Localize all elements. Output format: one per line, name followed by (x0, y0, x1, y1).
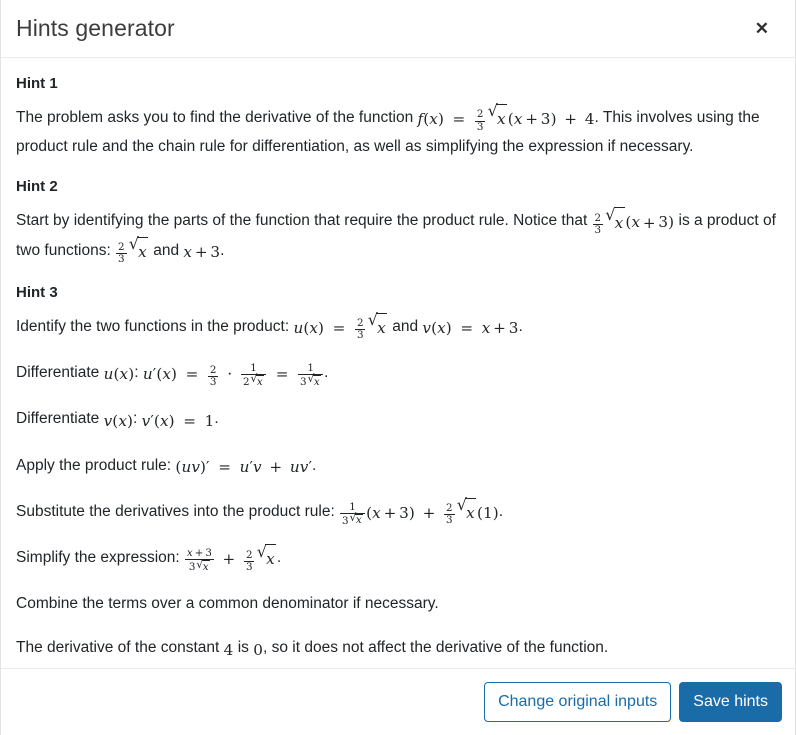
math-expression-two_thirds_sqrt_x: $\frac{2}{3}$ √ x (117, 233, 147, 266)
hint-paragraph: Combine the terms over a common denominator if necessary. (16, 595, 439, 613)
hints-list (1, 58, 795, 668)
math-expression-substituted: 1 3 √ x (x + 3) + $\frac{2}{3}$ √ x (1) (342, 495, 499, 527)
hint-paragraph: Substitute the derivatives into the product rule: 1 3 √ x (x + 3) + $\frac{2}{3}$ √ x (1). (16, 495, 504, 527)
math-expression-v_of_x: v(x) (103, 411, 134, 430)
math-expression-fx_def: f(x) = $\frac{2}{3}$ √ x (x + 3) + 4 (417, 101, 595, 133)
math-expression-v_prime: v′(x) = 1 (141, 411, 215, 430)
math-expression-u_def: u(x) = $\frac{2}{3}$ √ x (293, 310, 386, 342)
hint-paragraph: The problem asks you to find the derivative of the function f(x) = $\frac{2}{3}$ √ x (x + 3) + 4. This involves using the product rule and the chain rule for differentiation, as well as simplifying the expression if necessary. (16, 101, 760, 156)
hint-paragraph: Differentiate v(x): v′(x) = 1. (16, 405, 780, 434)
close-icon[interactable]: ✕ (749, 18, 775, 39)
math-expression-product_rule: (uv)′ = u′v + uv′ (175, 457, 313, 476)
page-title: Hints generator (16, 14, 175, 41)
dialog-header (1, 0, 795, 58)
math-expression-const_four: 4 (223, 640, 234, 659)
hint-heading: Hint 2 (16, 178, 58, 196)
hint-block (16, 178, 780, 266)
math-expression-v_def: v(x) = x + 3 (422, 319, 519, 338)
hint-block (16, 75, 780, 160)
save-hints-button[interactable]: Save hints (679, 682, 782, 722)
dialog-footer (1, 668, 795, 735)
hint-block (16, 284, 780, 664)
hint-paragraph: Identify the two functions in the product: u(x) = $\frac{2}{3}$ √ x and v(x) = x + 3. (16, 310, 523, 342)
change-original-inputs-button[interactable]: Change original inputs (484, 682, 671, 722)
math-expression-product_expr: $\frac{2}{3}$ √ x (x + 3) (594, 204, 675, 236)
math-expression-const_zero: 0 (253, 640, 263, 659)
hint-paragraph: Simplify the expression: x + 3 3 √ x + $\frac{2}{3}$ √ x . (16, 541, 282, 573)
math-expression-x_plus_3: x + 3 (183, 242, 221, 261)
hint-paragraph: Start by identifying the parts of the function that require the product rule. Notice that $\frac{2}{3}$ √ x (x + 3) is a product of two functions: $\frac{2}{3}$ √ x and x + 3. (16, 204, 776, 266)
hint-paragraph: The derivative of the constant 4 is 0, so it does not affect the derivative of the function. (16, 634, 780, 663)
hint-paragraph: Apply the product rule: (uv)′ = u′v + uv′. (16, 452, 780, 481)
hint-heading: Hint 1 (16, 75, 58, 92)
math-expression-u_of_x: u(x) (103, 365, 135, 384)
math-expression-u_prime: u′(x) = $\frac{2}{3}$ ⋅ 1 2 √ x = 1 3 √ x (143, 361, 324, 388)
hint-paragraph: Differentiate u(x): u′(x) = $\frac{2}{3}$ ⋅ 1 2 √ x = 1 3 √ x . (16, 361, 329, 388)
hint-heading: Hint 3 (16, 283, 58, 301)
math-expression-simplified: x + 3 3 √ x + $\frac{2}{3}$ √ x (186, 541, 275, 573)
